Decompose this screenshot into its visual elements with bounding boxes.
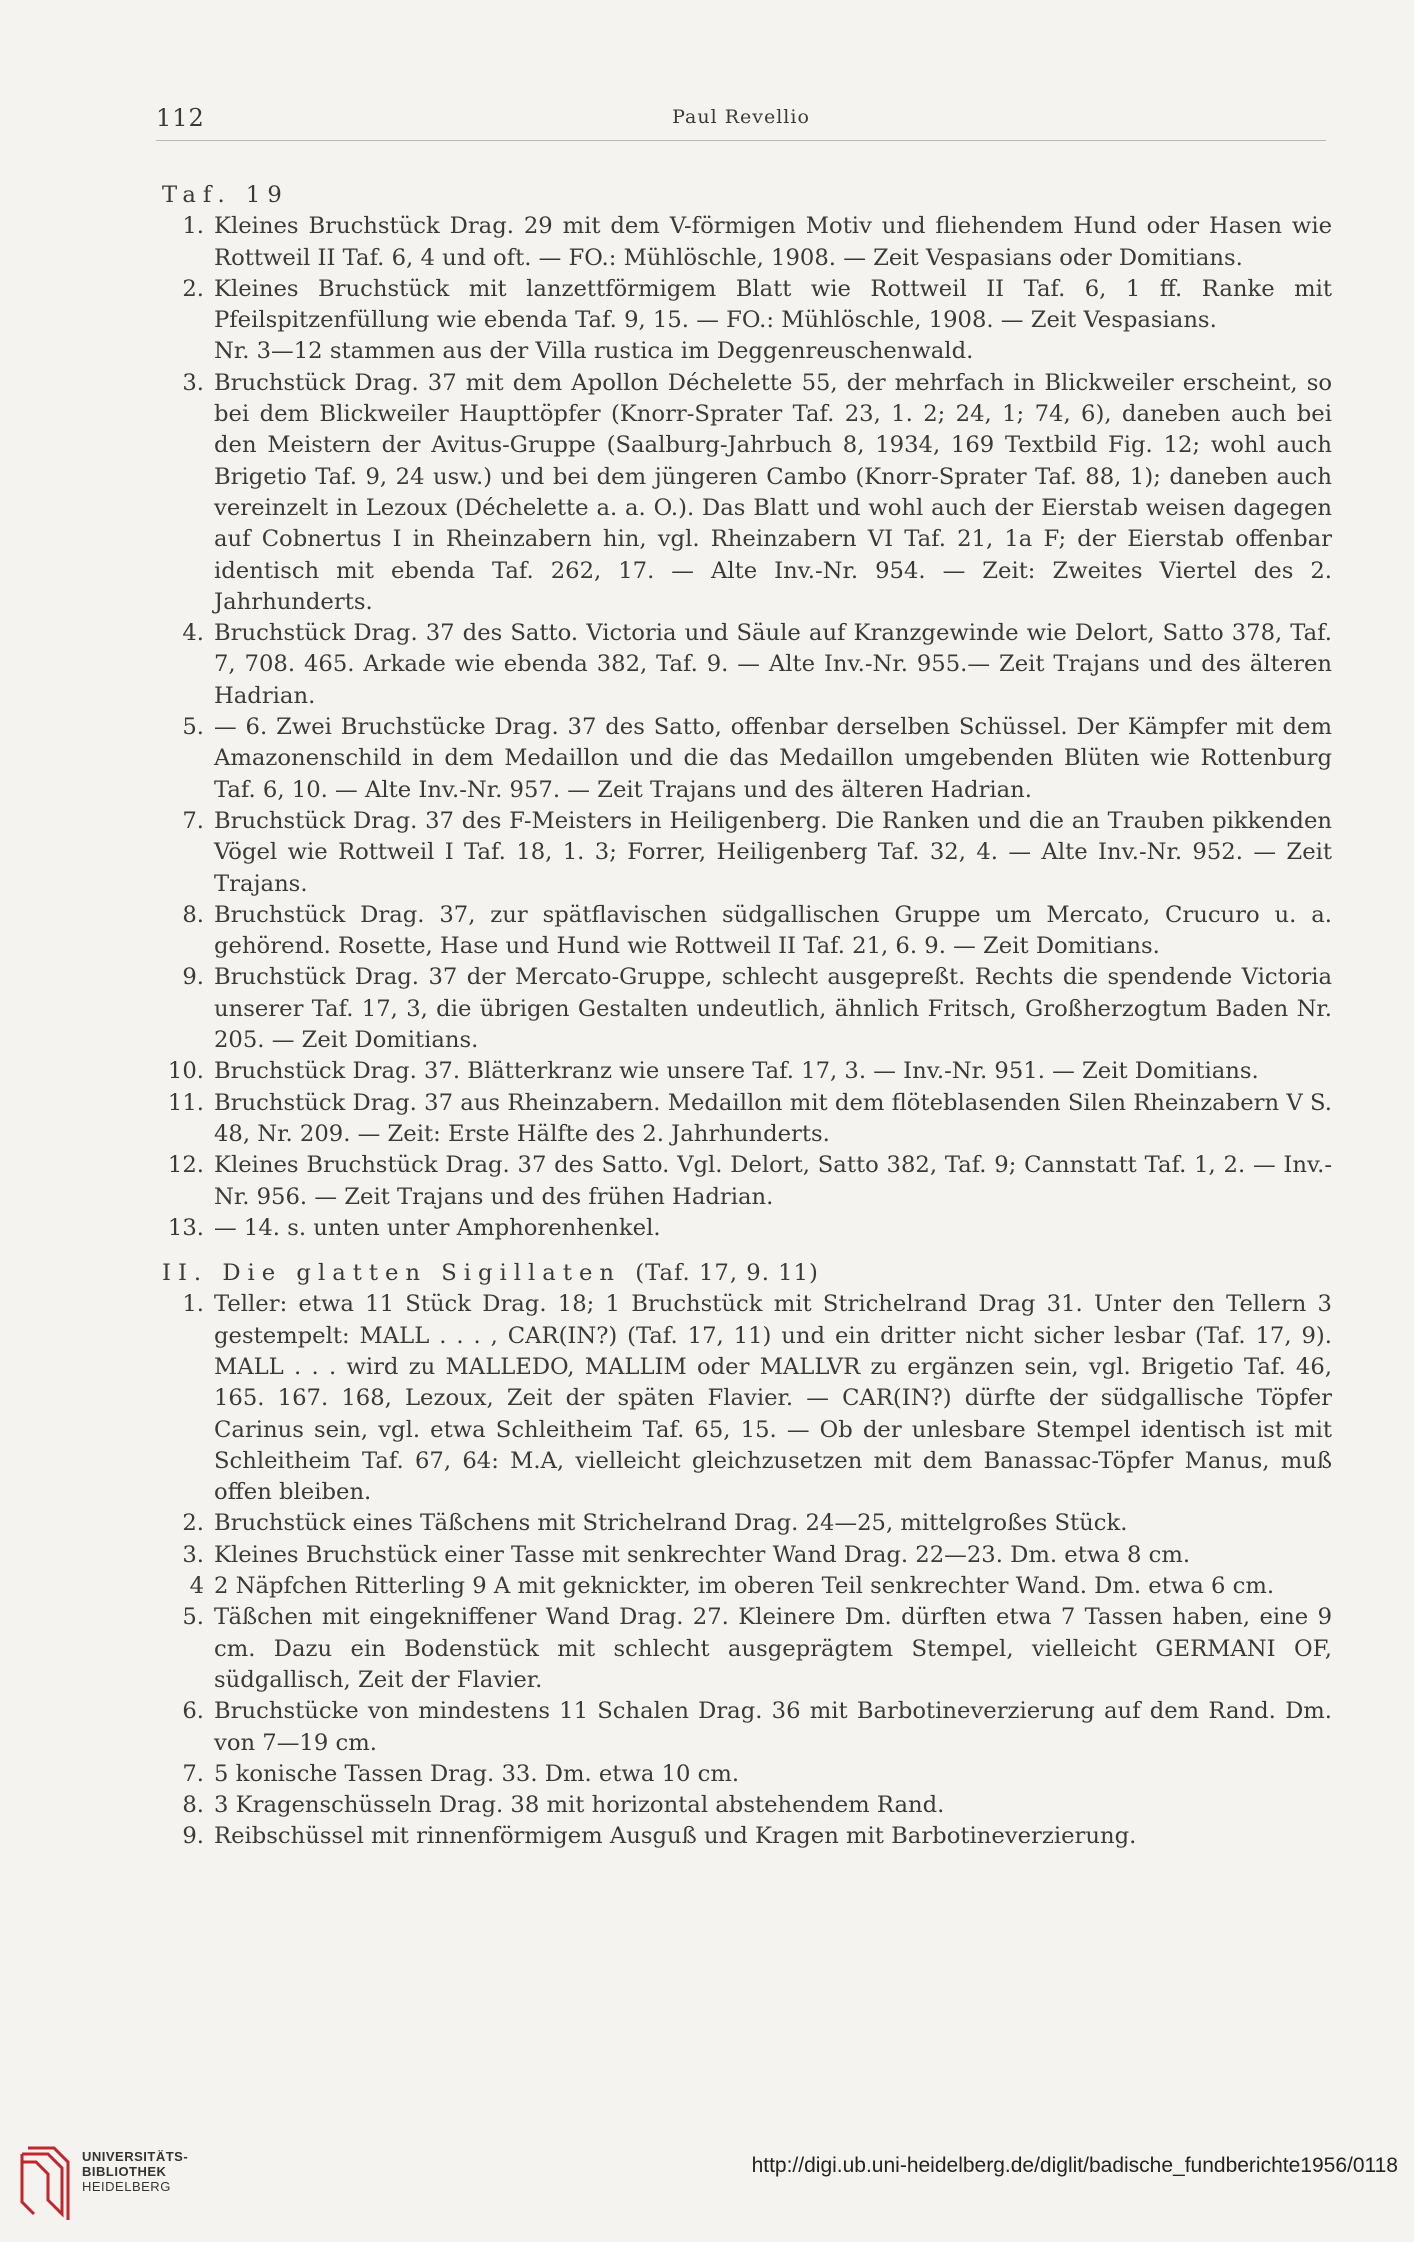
item-number: 5. xyxy=(182,714,204,741)
item-number: 2. xyxy=(182,1510,204,1537)
library-name-line1: UNIVERSITÄTS- xyxy=(82,2149,189,2164)
item-number: 8. xyxy=(182,1792,204,1819)
item-text: Kleines Bruchstück mit lanzettförmigem Blatt wie Rottweil II Taf. 6, 1 ff. Ranke mit Pfeilspitzenfüllung wie ebenda Taf. 9, 15. — FO.: Mühlöschle, 1908. — Zeit Vespasians. xyxy=(214,275,1332,334)
item-number: 1. xyxy=(182,1291,204,1318)
section2-heading xyxy=(162,1258,1332,1289)
section-title: Taf. 19 xyxy=(162,182,289,208)
list-item xyxy=(162,1289,1332,1508)
library-name-line3: HEIDELBERG xyxy=(82,2179,171,2194)
library-logo-icon xyxy=(18,2142,80,2222)
list-item xyxy=(162,1056,1332,1087)
list-item xyxy=(162,211,1332,274)
list-item xyxy=(162,712,1332,806)
item-text: Kleines Bruchstück Drag. 29 mit dem V-förmigen Motiv und fliehendem Hund oder Hasen wie Rottweil II Taf. 6, 4 und oft. — FO.: Mühlöschle, 1908. — Zeit Vespasians oder Domitians. xyxy=(214,213,1332,271)
item-text: 3 Kragenschüsseln Drag. 38 mit horizontal abstehendem Rand. xyxy=(214,1792,945,1819)
item-text: Bruchstück Drag. 37 mit dem Apollon Déchelette 55, der mehrfach in Blickweiler erscheint, so bei dem Blickweiler Haupttöpfer (Knorr-Sprater Taf. 23, 1. 2; 24, 1; 74, 6), daneben auch bei den Meistern der Avitus-Gruppe (Saalburg-Jahrbuch 8, 1934, 169 Textbild Fig. 12; wohl auch Brigetio Taf. 9, 24 usw.) und bei dem jüngeren Cambo (Knorr-Sprater Taf. 88, 1); daneben auch vereinzelt in Lezoux (Déchelette a. a. O.). Das Blatt und wohl auch der Eierstab weisen dagegen auf Cobnertus I in Rheinzabern hin, vgl. Rheinzabern VI Taf. 21, 1a F; der Eierstab offenbar identisch mit ebenda Taf. 262, 17. — Alte Inv.-Nr. 954. — Zeit: Zweites Viertel des 2. Jahrhunderts. xyxy=(214,369,1332,615)
item-text: Bruchstück eines Täßchens mit Strichelrand Drag. 24—25, mittelgroßes Stück. xyxy=(214,1510,1128,1537)
item-number: 7. xyxy=(182,1760,204,1787)
library-name-line2: BIBLIOTHEK xyxy=(82,2164,167,2179)
section2-title-note: (Taf. 17, 9. 11) xyxy=(635,1260,819,1287)
list-item xyxy=(162,1088,1332,1151)
item-number: 13. xyxy=(167,1214,204,1241)
item-number: 3. xyxy=(182,1541,204,1568)
item-number: 5. xyxy=(182,1604,204,1631)
list-item xyxy=(162,1602,1332,1696)
list-item xyxy=(162,1571,1332,1602)
item-text: Kleines Bruchstück einer Tasse mit senkrechter Wand Drag. 22—23. Dm. etwa 8 cm. xyxy=(214,1541,1191,1568)
item-text: Bruchstück Drag. 37. Blätterkranz wie unsere Taf. 17, 3. — Inv.-Nr. 951. — Zeit Domitians. xyxy=(214,1058,1259,1085)
item-text: 2 Näpfchen Ritterling 9 A mit geknickter, im oberen Teil senkrechter Wand. Dm. etwa 6 cm. xyxy=(214,1573,1275,1600)
item-number: 8. xyxy=(182,901,204,928)
page-header xyxy=(156,100,1326,141)
list-item xyxy=(162,1213,1332,1244)
item-text: 5 konische Tassen Drag. 33. Dm. etwa 10 cm. xyxy=(214,1760,740,1787)
item-number: 1. xyxy=(182,213,204,240)
list-item xyxy=(162,618,1332,712)
item-text: Bruchstück Drag. 37 aus Rheinzabern. Medaillon mit dem flöteblasenden Silen Rheinzabern V S. 48, Nr. 209. — Zeit: Erste Hälfte des 2. Jahrhunderts. xyxy=(214,1089,1332,1147)
list-item xyxy=(162,1696,1332,1759)
item-number: 9. xyxy=(182,964,204,991)
library-name xyxy=(82,2149,188,2194)
page-number: 112 xyxy=(156,104,205,132)
item-text: Bruchstück Drag. 37 des F-Meisters in Heiligenberg. Die Ranken und die an Trauben pikkenden Vögel wie Rottweil I Taf. 18, 1. 3; Forrer, Heiligenberg Taf. 32, 4. — Alte Inv.-Nr. 952. — Zeit Trajans. xyxy=(214,807,1332,897)
list-item xyxy=(162,900,1332,963)
item-number: 6. xyxy=(182,1698,204,1725)
item-number: 9. xyxy=(182,1823,204,1850)
running-head: Paul Revellio xyxy=(672,106,810,128)
page-body xyxy=(162,180,1332,1853)
section-note: Nr. 3—12 stammen aus der Villa rustica im Deggenreuschenwald. xyxy=(214,338,974,365)
list-item xyxy=(162,1508,1332,1539)
item-text: Bruchstück Drag. 37, zur spätflavischen südgallischen Gruppe um Mercato, Crucuro u. a. gehörend. Rosette, Hase und Hund wie Rottweil II Taf. 21, 6. 9. — Zeit Domitians. xyxy=(214,901,1332,960)
section1-list-continued xyxy=(162,368,1332,1244)
section1-list xyxy=(162,211,1332,336)
item-text: Reibschüssel mit rinnenförmigem Ausguß und Kragen mit Barbotineverzierung. xyxy=(214,1823,1137,1850)
item-number: 12. xyxy=(167,1152,204,1179)
list-item xyxy=(162,1759,1332,1790)
list-item xyxy=(162,962,1332,1056)
item-text: Bruchstück Drag. 37 der Mercato-Gruppe, schlecht ausgepreßt. Rechts die spendende Victoria unserer Taf. 17, 3, die übrigen Gestalten undeutlich, ähnlich Fritsch, Großherzogtum Baden Nr. 205. — Zeit Domitians. xyxy=(214,964,1332,1054)
item-text: Bruchstücke von mindestens 11 Schalen Drag. 36 mit Barbotineverzierung auf dem Rand. Dm. von 7—19 cm. xyxy=(214,1698,1332,1756)
item-text: Teller: etwa 11 Stück Drag. 18; 1 Bruchstück mit Strichelrand Drag 31. Unter den Tellern 3 gestempelt: MALL . . . , CAR(IN?) (Taf. 17, 11) und ein dritter nicht sicher lesbar (Taf. 17, 9). MALL . . . wird zu MALLEDO, MALLIM oder MALLVR zu ergänzen sein, vgl. Brigetio Taf. 46, 165. 167. 168, Lezoux, Zeit der späten Flavier. — CAR(IN?) dürfte der südgallische Töpfer Carinus sein, vgl. etwa Schleitheim Taf. 65, 15. — Ob der unlesbare Stempel identisch ist mit Schleitheim Taf. 67, 64: M.A, vielleicht gleichzusetzen mit dem Banassac-Töpfer Manus, muß offen bleiben. xyxy=(214,1291,1332,1506)
item-text: Kleines Bruchstück Drag. 37 des Satto. Vgl. Delort, Satto 382, Taf. 9; Cannstatt Taf. 1, 2. — Inv.-Nr. 956. — Zeit Trajans und des frühen Hadrian. xyxy=(214,1152,1332,1210)
item-number: 2. xyxy=(182,275,204,302)
item-number: 11. xyxy=(167,1089,204,1116)
list-item xyxy=(162,1821,1332,1852)
section2-list xyxy=(162,1289,1332,1852)
item-number: 7. xyxy=(182,807,204,834)
list-item xyxy=(162,1540,1332,1571)
item-text: Bruchstück Drag. 37 des Satto. Victoria und Säule auf Kranzgewinde wie Delort, Satto 378, Taf. 7, 708. 465. Arkade wie ebenda 382, Taf. 9. — Alte Inv.-Nr. 955.— Zeit Trajans und des älteren Hadrian. xyxy=(214,620,1332,709)
item-number: 4. xyxy=(182,620,204,647)
list-item xyxy=(162,1790,1332,1821)
page-footer xyxy=(0,2120,1414,2242)
section2-title: II. Die glatten Sigillaten xyxy=(162,1260,621,1287)
item-text: Täßchen mit eingekniffener Wand Drag. 27. Kleinere Dm. dürften etwa 7 Tassen haben, eine 9 cm. Dazu ein Bodenstück mit schlecht ausgeprägtem Stempel, vielleicht GERMANI OF, südgallisch, Zeit der Flavier. xyxy=(214,1604,1332,1693)
list-item xyxy=(162,1150,1332,1213)
item-number: 4 xyxy=(189,1573,204,1600)
list-item xyxy=(162,274,1332,337)
item-text: — 6. Zwei Bruchstücke Drag. 37 des Satto, offenbar derselben Schüssel. Der Kämpfer mit dem Amazonenschild in dem Medaillon und die das Medaillon umgebenden Blüten wie Rottenburg Taf. 6, 10. — Alte Inv.-Nr. 957. — Zeit Trajans und des älteren Hadrian. xyxy=(214,714,1332,803)
list-item xyxy=(162,368,1332,618)
item-number: 10. xyxy=(167,1058,204,1085)
item-number: 3. xyxy=(182,369,204,396)
item-text: — 14. s. unten unter Amphorenhenkel. xyxy=(214,1214,661,1241)
list-item xyxy=(162,806,1332,900)
source-url-link[interactable]: http://digi.ub.uni-heidelberg.de/diglit/badische_fundberichte1956/0118 xyxy=(751,2154,1398,2177)
